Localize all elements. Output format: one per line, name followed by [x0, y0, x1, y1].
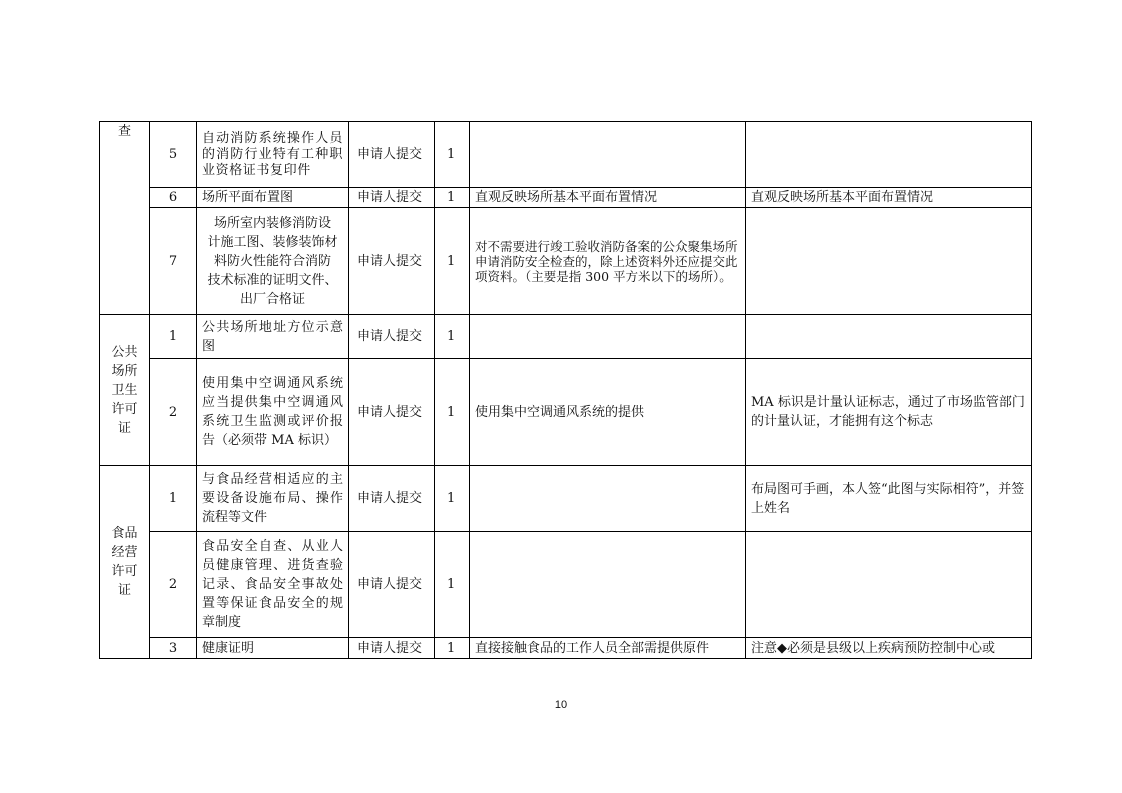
requirements-table [99, 121, 1032, 659]
table-row [100, 466, 1032, 532]
material-source: 申请人提交 [349, 359, 435, 466]
category-label: 查 [100, 122, 150, 315]
material-requirement: 直观反映场所基本平面布置情况 [470, 188, 746, 208]
material-name: 健康证明 [197, 638, 349, 659]
material-note: 布局图可手画，本人签“此图与实际相符”，并签上姓名 [746, 466, 1032, 532]
item-number: 5 [150, 122, 197, 188]
page-number: 10 [554, 699, 568, 711]
item-number: 3 [150, 638, 197, 659]
item-number: 2 [150, 532, 197, 638]
material-source: 申请人提交 [349, 315, 435, 359]
material-name: 场所室内装修消防设 计施工图、装修装饰材 料防火性能符合消防 技术标准的证明文件、 出厂合格证 [197, 208, 349, 315]
material-name: 食品安全自查、从业人员健康管理、进货查验记录、食品安全事故处置等保证食品安全的规章制度 [197, 532, 349, 638]
copy-count: 1 [435, 638, 470, 659]
copy-count: 1 [435, 188, 470, 208]
table-row [100, 122, 1032, 188]
material-requirement: 直接接触食品的工作人员全部需提供原件 [470, 638, 746, 659]
copy-count: 1 [435, 532, 470, 638]
material-note: 注意◆必须是县级以上疾病预防控制中心或 [746, 638, 1032, 659]
table-row [100, 315, 1032, 359]
table-row [100, 208, 1032, 315]
material-source: 申请人提交 [349, 466, 435, 532]
material-requirement [470, 532, 746, 638]
material-note [746, 532, 1032, 638]
material-name: 使用集中空调通风系统应当提供集中空调通风系统卫生监测或评价报告（必须带 MA 标识） [197, 359, 349, 466]
material-name: 公共场所地址方位示意图 [197, 315, 349, 359]
material-requirement [470, 122, 746, 188]
material-note [746, 122, 1032, 188]
copy-count: 1 [435, 315, 470, 359]
copy-count: 1 [435, 466, 470, 532]
material-source: 申请人提交 [349, 532, 435, 638]
table-row [100, 638, 1032, 659]
material-note: 直观反映场所基本平面布置情况 [746, 188, 1032, 208]
table-row [100, 532, 1032, 638]
category-label: 食品 经营 许可 证 [100, 466, 150, 659]
item-number: 2 [150, 359, 197, 466]
category-label: 公共 场所 卫生 许可 证 [100, 315, 150, 466]
material-note [746, 208, 1032, 315]
item-number: 6 [150, 188, 197, 208]
material-note [746, 315, 1032, 359]
material-source: 申请人提交 [349, 638, 435, 659]
item-number: 1 [150, 466, 197, 532]
material-requirement: 对不需要进行竣工验收消防备案的公众聚集场所申请消防安全检查的，除上述资料外还应提交此项资料。（主要是指 300 平方米以下的场所）。 [470, 208, 746, 315]
material-source: 申请人提交 [349, 122, 435, 188]
material-name: 与食品经营相适应的主要设备设施布局、操作流程等文件 [197, 466, 349, 532]
material-requirement [470, 466, 746, 532]
item-number: 7 [150, 208, 197, 315]
material-requirement: 使用集中空调通风系统的提供 [470, 359, 746, 466]
material-name: 场所平面布置图 [197, 188, 349, 208]
material-source: 申请人提交 [349, 208, 435, 315]
material-note: MA 标识是计量认证标志，通过了市场监管部门的计量认证，才能拥有这个标志 [746, 359, 1032, 466]
item-number: 1 [150, 315, 197, 359]
material-source: 申请人提交 [349, 188, 435, 208]
table-row [100, 359, 1032, 466]
material-name: 自动消防系统操作人员的消防行业特有工种职业资格证书复印件 [197, 122, 349, 188]
copy-count: 1 [435, 208, 470, 315]
copy-count: 1 [435, 122, 470, 188]
copy-count: 1 [435, 359, 470, 466]
material-requirement [470, 315, 746, 359]
table-row [100, 188, 1032, 208]
